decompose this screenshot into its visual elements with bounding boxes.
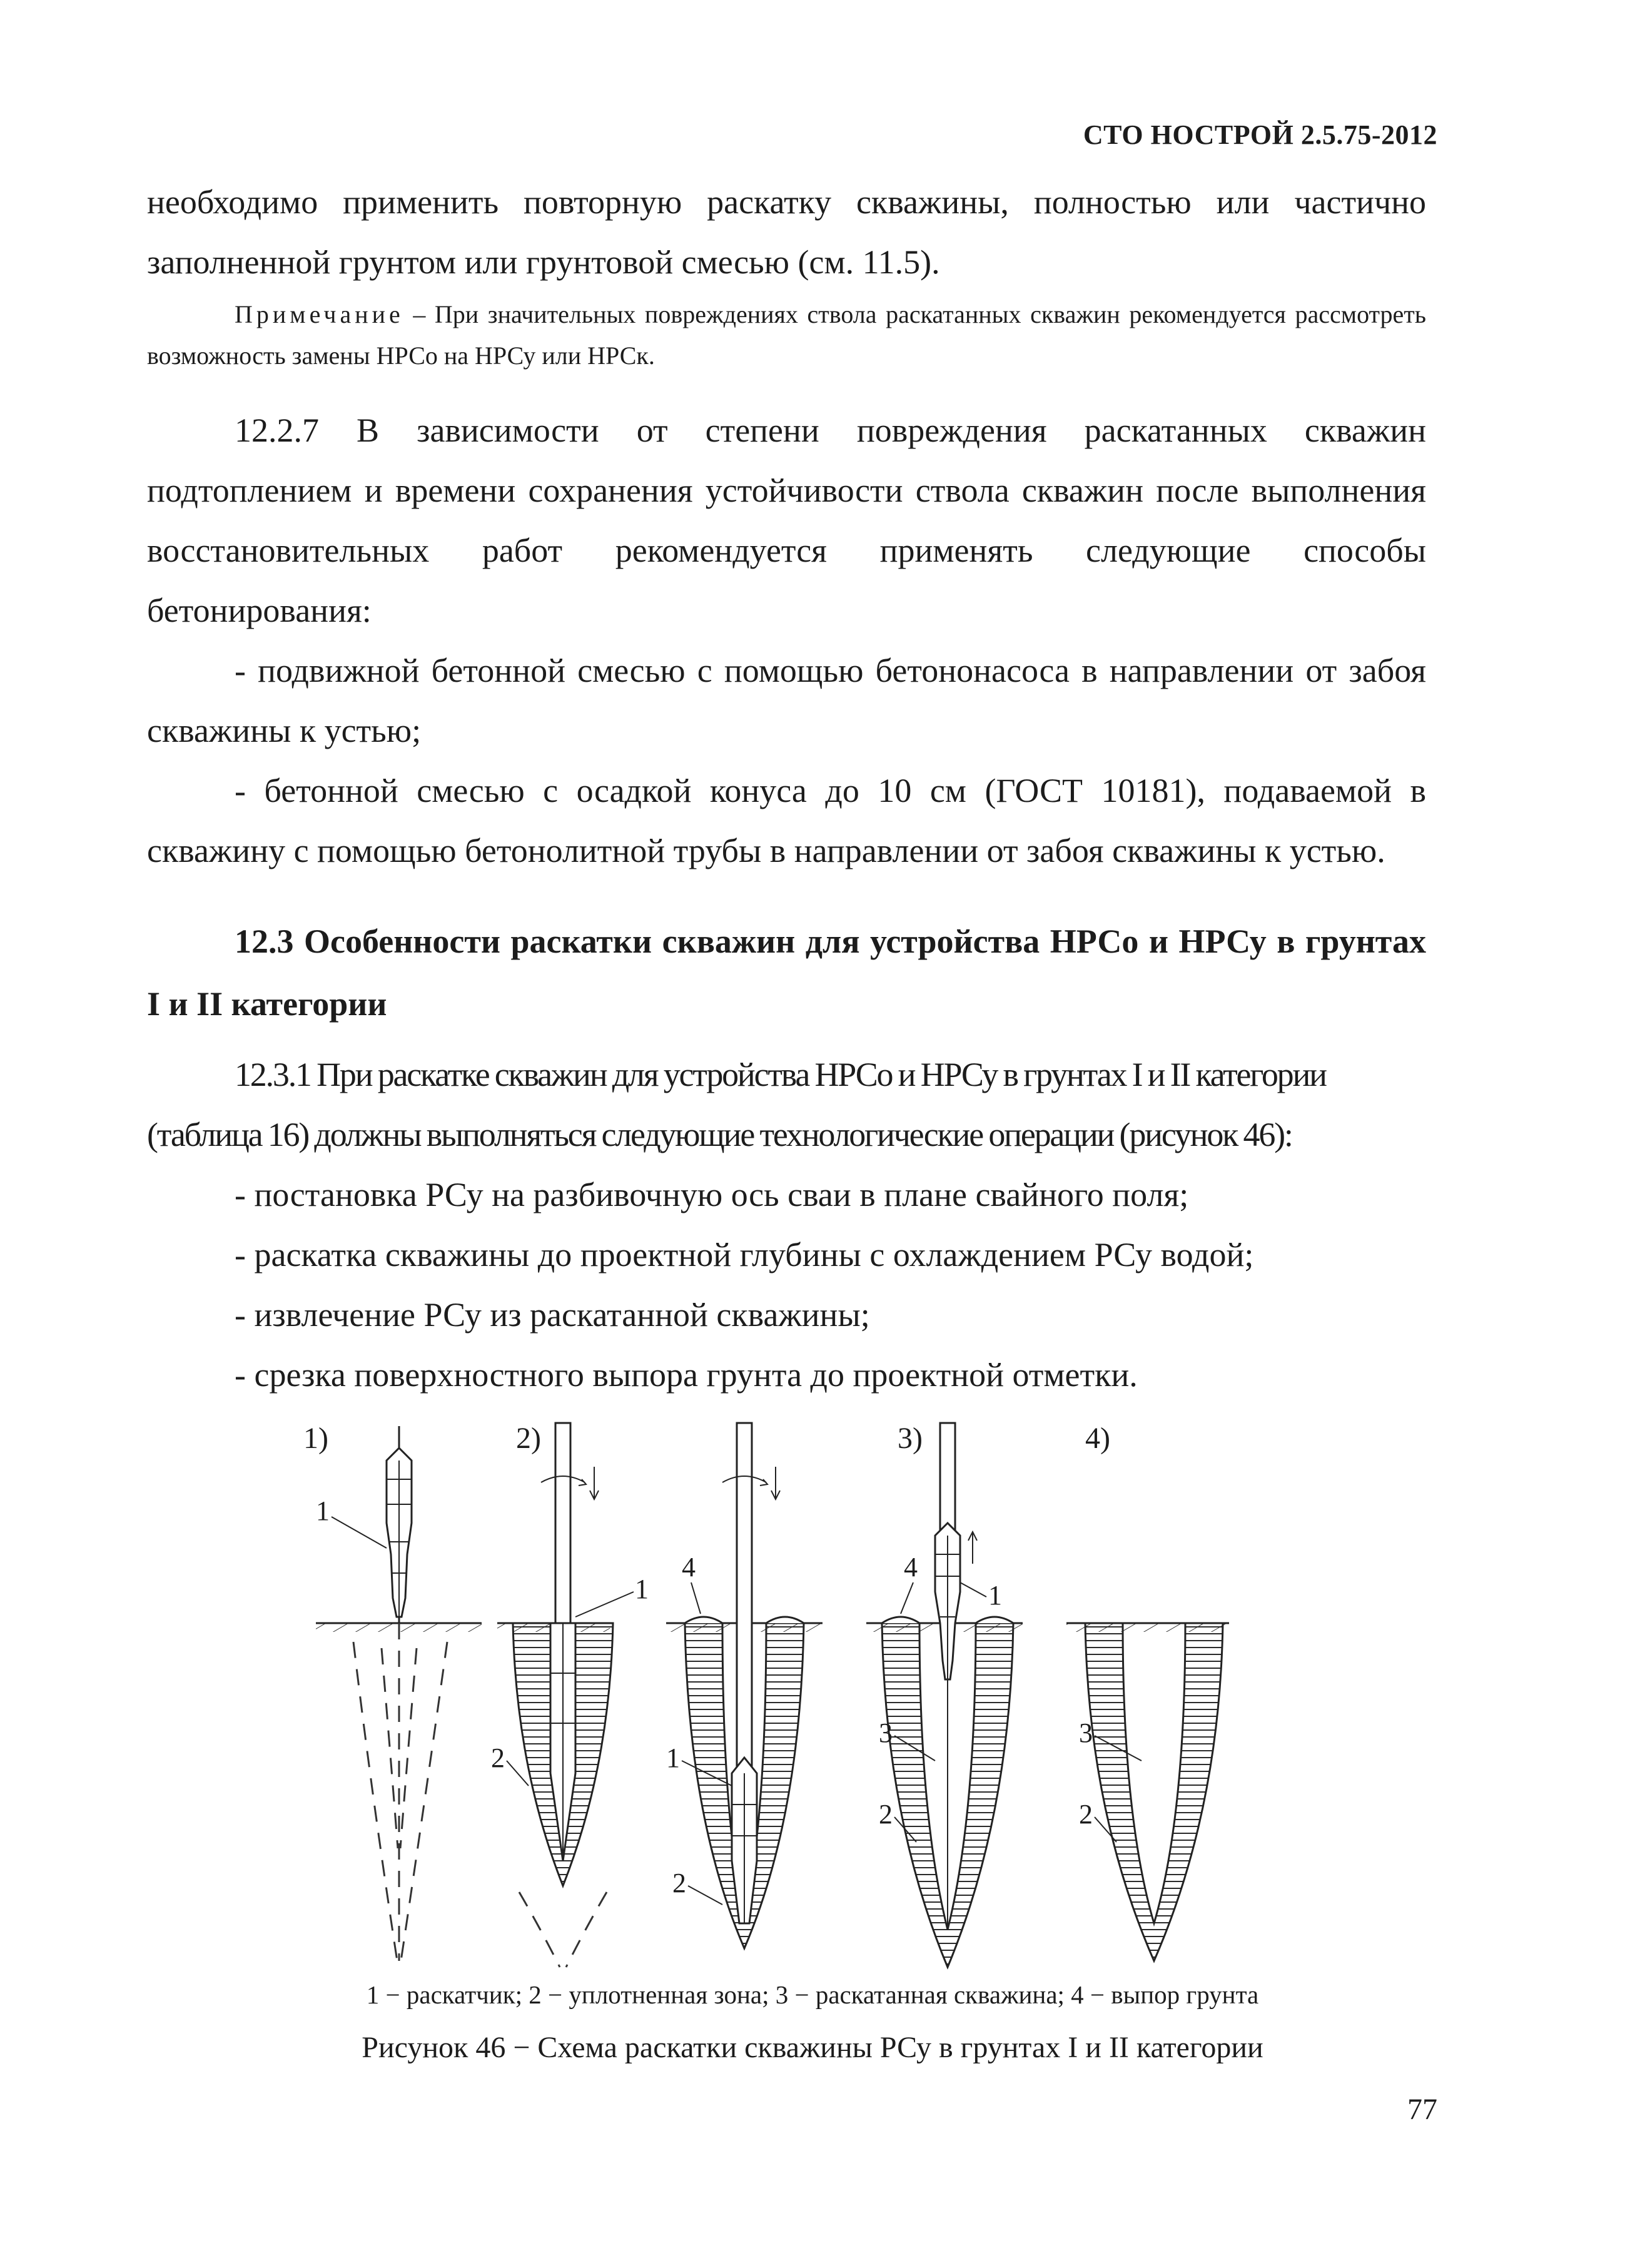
paragraph-continuation-line-2: заполненной грунтом или грунтовой смесью (см. 11.5). [147,243,940,281]
callout-3-stage-4: 3 [1079,1718,1093,1748]
section-heading-block [147,910,1426,1035]
stage-2-deep [666,1423,823,1948]
paragraph-12-2-7-block [147,400,1426,881]
document-code-header: СТО НОСТРОЙ 2.5.75-2012 [1083,119,1437,150]
paragraph-12-3-1-line-1: 12.3.1 При раскатке скважин для устройства НРСо и НРСу в грунтах I и II категории [235,1056,1326,1093]
list-item-trimming: - срезка поверхностного выпора грунта до проектной отметки. [235,1356,1138,1394]
paragraph-12-2-7: 12.2.7 В зависимости от степени повреждения раскатанных скважин подтоплением и времени сохранения устойчивости ствола скважин после выполнения восстановительных работ рекомендуется применять следующие способы бетонирования: [147,412,1426,629]
paragraph-continuation-line-1: необходимо применить повторную раскатку скважины, полностью или частично [147,183,1426,221]
stage-label-1: 1) [303,1422,328,1455]
paragraph-12-3-1-line-2: (таблица 16) должны выполняться следующие технологические операции (рисунок 46): [147,1116,1292,1153]
stage-3 [866,1422,1023,1967]
section-heading-12-3: 12.3 Особенности раскатки скважин для устройства НРСо и НРСу в грунтах I и II категории [147,923,1426,1023]
paragraph-12-3-1-block [147,1045,1426,1405]
soil-heave [685,1617,722,1623]
stage-4 [1066,1422,1229,1961]
figure-legend: 1 − раскатчик; 2 − уплотненная зона; 3 − раскатанная скважина; 4 − выпор грунта [366,1980,1259,2009]
stage-label-4: 4) [1085,1422,1110,1455]
note-paragraph [147,294,1426,377]
stage-label-3: 3) [898,1422,923,1455]
stage-2-start [491,1422,649,1967]
well-rolling-diagram [266,1410,1267,1973]
callout-2-stage-2-deep: 2 [672,1868,686,1898]
note-label: Примечание [235,300,404,328]
soil-heave [976,1617,1013,1623]
list-item-setup: - постановка РСу на разбивочную ось сваи в плане свайного поля; [235,1176,1189,1213]
callout-2-stage-4: 2 [1079,1799,1093,1830]
callout-2-stage-3: 2 [879,1799,893,1830]
callout-2-stage-2: 2 [491,1743,505,1773]
list-item-rolling: - раскатка скважины до проектной глубины с охлаждением РСу водой; [235,1236,1254,1273]
callout-1-stage-2: 1 [635,1574,649,1604]
compacted-zone [1085,1623,1223,1961]
stage-1 [303,1422,482,1961]
figure-caption: Рисунок 46 − Схема раскатки скважины РСу в грунтах I и II категории [362,2031,1263,2064]
callout-1-stage-3: 1 [988,1580,1002,1611]
rod [555,1423,570,1623]
callout-4-stage-3: 4 [904,1552,918,1582]
stage-label-2: 2) [516,1422,541,1455]
figure-46 [266,1410,1267,1973]
list-item-tremie: - бетонной смесью с осадкой конуса до 10 см (ГОСТ 10181), подаваемой в скважину с помощью бетонолитной трубы в направлении от забоя скважины к устью. [147,772,1426,869]
page-number: 77 [1407,2093,1437,2126]
soil-heave [766,1617,804,1623]
callout-1-stage-1: 1 [316,1496,330,1526]
list-item-pump: - подвижной бетонной смесью с помощью бетононасоса в направлении от забоя скважины к устью; [147,652,1426,749]
callout-1-stage-2-deep: 1 [666,1743,680,1773]
list-item-extraction: - извлечение РСу из раскатанной скважины; [235,1296,870,1334]
callout-4-stage-2: 4 [682,1552,696,1582]
note-block [147,294,1426,377]
callout-3-stage-3: 3 [879,1718,893,1748]
main-text [147,172,1426,292]
rod [940,1423,955,1529]
note-text: – При значительных повреждениях ствола раскатанных скважин рекомендуется рассмотреть возможность замены НРСо на НРСу или НРСк. [147,300,1426,370]
soil-heave [882,1617,919,1623]
